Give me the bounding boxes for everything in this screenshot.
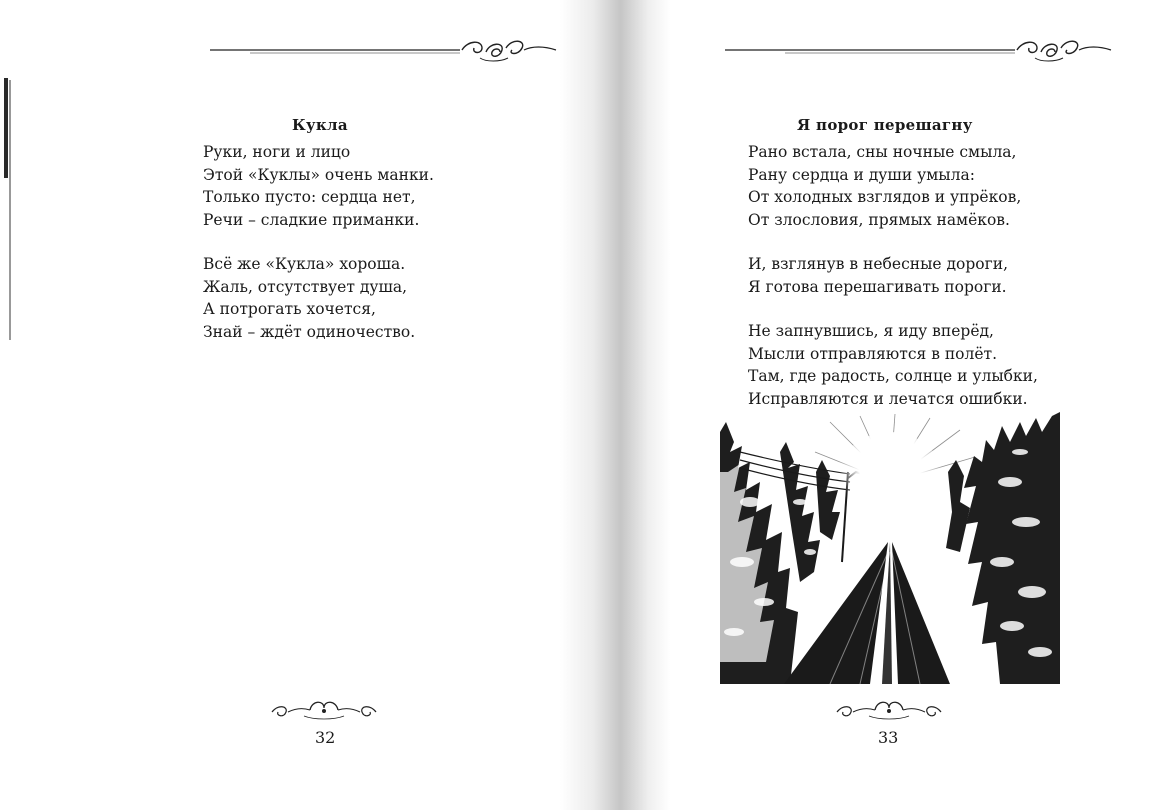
poem-line: Знай – ждёт одиночество.	[203, 322, 416, 341]
poem-line: Жаль, отсутствует душа,	[203, 277, 408, 296]
right-page	[585, 0, 1170, 810]
stanza-1	[748, 141, 1021, 231]
header-ornament-icon	[725, 36, 1115, 66]
poem-line: От злословия, прямых намёков.	[748, 210, 1010, 229]
poem-line: И, взглянув в небесные дороги,	[748, 255, 1009, 273]
stanza-2	[748, 253, 1008, 298]
page-number: 32	[315, 728, 336, 747]
poem-line: Этой «Куклы» очень манки.	[203, 165, 434, 184]
poem-line: Всё же «Кукла» хороша.	[203, 255, 406, 273]
poem-title: Кукла	[292, 116, 348, 134]
poem-line: Речи – сладкие приманки.	[203, 210, 420, 229]
poem-line: Рано встала, сны ночные смыла,	[748, 143, 1017, 161]
spine-edge-mark	[4, 78, 8, 178]
poem-line: От холодных взглядов и упрёков,	[748, 188, 1022, 206]
page-number: 33	[878, 728, 899, 747]
poem-title: Я порог перешагну	[797, 116, 973, 134]
poem-line: А потрогать хочется,	[203, 300, 376, 318]
poem-line: Не запнувшись, я иду вперёд,	[748, 322, 994, 340]
header-ornament-icon	[210, 36, 560, 66]
poem-line: Рану сердца и души умыла:	[748, 165, 975, 184]
poem-line: Руки, ноги и лицо	[203, 143, 351, 161]
poem-line: Исправляются и лечатся ошибки.	[748, 389, 1028, 408]
spine-edge-shadow	[9, 80, 11, 340]
footer-ornament-icon	[270, 698, 378, 722]
poem-line: Мысли отправляются в полёт.	[748, 344, 998, 363]
poem-line: Там, где радость, солнце и улыбки,	[748, 367, 1038, 385]
poem-line: Я готова перешагивать пороги.	[748, 277, 1007, 296]
stanza-3	[748, 320, 1038, 410]
footer-ornament-icon	[835, 698, 943, 722]
stanza-1	[203, 141, 434, 231]
stanza-2	[203, 253, 415, 343]
winter-road-illustration	[720, 412, 1060, 684]
poem-line: Только пусто: сердца нет,	[203, 188, 416, 206]
